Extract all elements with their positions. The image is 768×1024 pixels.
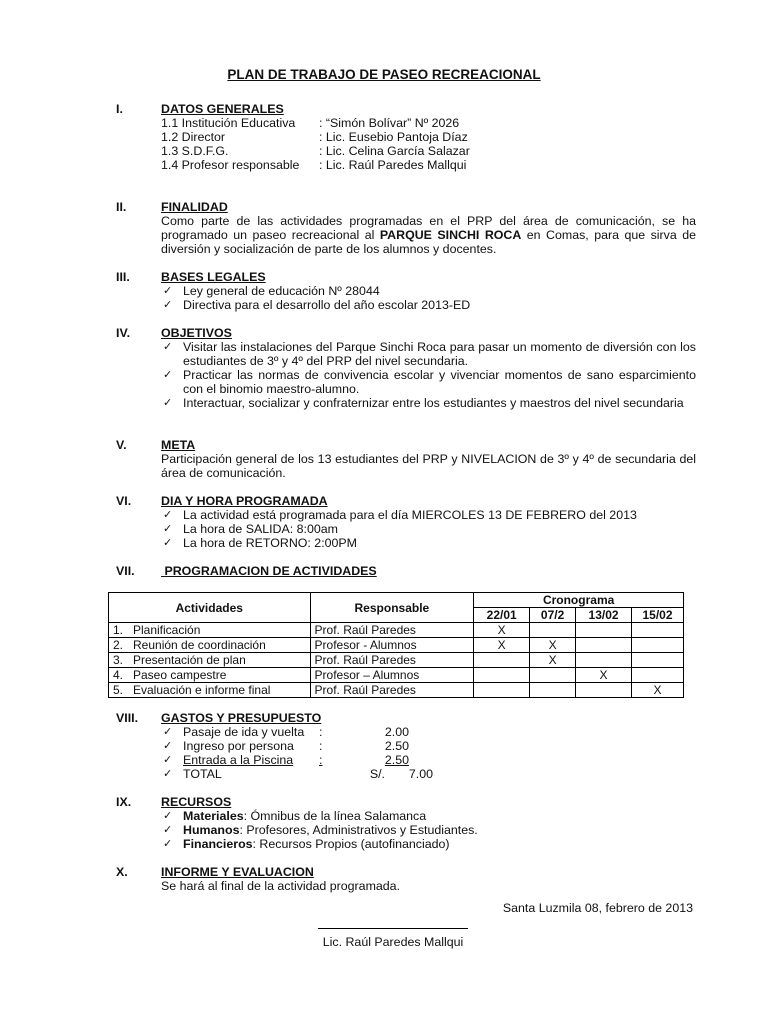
signature-line bbox=[318, 928, 468, 929]
section-heading: FINALIDAD bbox=[161, 200, 228, 214]
list-item: ✓ TOTAL S/. 7.00 bbox=[163, 767, 433, 781]
mark-cell bbox=[632, 638, 684, 653]
section-number: VIII. bbox=[116, 711, 139, 725]
list-item: ✓ Ingreso por persona : 2.50 bbox=[163, 739, 409, 753]
responsible-cell: Profesor – Alumnos bbox=[310, 668, 474, 683]
info-row: 1.1 Institución Educativa : “Simón Bolívar” Nº 2026 bbox=[161, 116, 460, 130]
activity-cell: 1. Planificación bbox=[109, 623, 311, 638]
mark-cell bbox=[474, 683, 530, 698]
list-item: ✓ La hora de SALIDA: 8:00am bbox=[163, 522, 338, 536]
check-icon: ✓ bbox=[163, 824, 173, 836]
table-header-date: 07/2 bbox=[530, 608, 576, 623]
section-informe bbox=[116, 865, 696, 893]
info-row: 1.2 Director : Lic. Eusebio Pantoja Díaz bbox=[161, 130, 468, 144]
mark-cell bbox=[632, 653, 684, 668]
responsible-cell: Prof. Raúl Paredes bbox=[310, 653, 474, 668]
mark-cell bbox=[530, 683, 576, 698]
activity-cell: 4. Paseo campestre bbox=[109, 668, 311, 683]
check-icon: ✓ bbox=[163, 838, 173, 850]
section-number: III. bbox=[116, 270, 130, 284]
activity-cell: 5. Evaluación e informe final bbox=[109, 683, 311, 698]
section-datos-generales bbox=[116, 102, 696, 172]
list-item: ✓ Interactuar, socializar y confraternizar entre los estudiantes y maestros del nivel secundaria bbox=[163, 396, 684, 410]
section-finalidad bbox=[116, 200, 696, 256]
section-dia-hora bbox=[116, 494, 696, 550]
list-item: ✓ Humanos: Profesores, Administrativos y Estudiantes. bbox=[163, 823, 478, 837]
info-row: 1.4 Profesor responsable : Lic. Raúl Paredes Mallqui bbox=[161, 158, 467, 172]
mark-cell bbox=[474, 668, 530, 683]
document-title: PLAN DE TRABAJO DE PASEO RECREACIONAL bbox=[227, 67, 541, 82]
table-header-actividades: Actividades bbox=[109, 593, 311, 623]
check-icon: ✓ bbox=[163, 509, 173, 521]
check-icon: ✓ bbox=[163, 299, 173, 311]
section-number: I. bbox=[116, 102, 123, 116]
responsible-cell: Profesor - Alumnos bbox=[310, 638, 474, 653]
place-date: Santa Luzmila 08, febrero de 2013 bbox=[502, 901, 693, 915]
activity-cell: 2. Reunión de coordinación bbox=[109, 638, 311, 653]
check-icon: ✓ bbox=[163, 341, 173, 353]
table-row bbox=[109, 653, 684, 668]
list-item: ✓ Ley general de educación Nº 28044 bbox=[163, 284, 380, 298]
list-item: ✓ La hora de RETORNO: 2:00PM bbox=[163, 536, 358, 550]
list-item: ✓ Entrada a la Piscina : 2.50 bbox=[163, 753, 409, 767]
mark-cell bbox=[474, 653, 530, 668]
section-paragraph: Como parte de las actividades programadas en el PRP del área de comunicación, se ha programado un paseo recreacional al PARQUE SINCHI ROCA en Comas, para que sirva de diversión y socialización de parte de los alumnos y docentes. bbox=[161, 214, 697, 256]
check-icon: ✓ bbox=[163, 768, 173, 780]
section-number: II. bbox=[116, 200, 127, 214]
section-number: IV. bbox=[116, 326, 131, 340]
section-heading: OBJETIVOS bbox=[161, 326, 232, 340]
section-recursos bbox=[116, 795, 696, 851]
mark-cell: X bbox=[474, 638, 530, 653]
section-heading: DATOS GENERALES bbox=[161, 102, 284, 116]
check-icon: ✓ bbox=[163, 726, 173, 738]
section-number: IX. bbox=[116, 795, 132, 809]
table-row bbox=[109, 668, 684, 683]
section-heading: DIA Y HORA PROGRAMADA bbox=[161, 494, 328, 508]
mark-cell bbox=[576, 638, 632, 653]
responsible-cell: Prof. Raúl Paredes bbox=[310, 623, 474, 638]
mark-cell: X bbox=[530, 653, 576, 668]
table-header-date: 22/01 bbox=[474, 608, 530, 623]
activities-table bbox=[108, 592, 684, 698]
list-item: ✓ Pasaje de ida y vuelta : 2.00 bbox=[163, 725, 409, 739]
check-icon: ✓ bbox=[163, 369, 173, 381]
table-row bbox=[109, 638, 684, 653]
list-item: ✓ Practicar las normas de convivencia escolar y vivenciar momentos de sano esparcimiento con el binomio maestro-alumno. bbox=[163, 368, 696, 396]
mark-cell: X bbox=[632, 683, 684, 698]
section-meta bbox=[116, 438, 696, 480]
table-row bbox=[109, 623, 684, 638]
mark-cell bbox=[530, 623, 576, 638]
signature-name: Lic. Raúl Paredes Mallqui bbox=[322, 935, 464, 949]
info-row: 1.3 S.D.F.G. : Lic. Celina García Salazar bbox=[161, 144, 470, 158]
list-item: ✓ Visitar las instalaciones del Parque Sinchi Roca para pasar un momento de diversión con los estudiantes de 3º y 4º del PRP del nivel secundaria. bbox=[163, 340, 696, 368]
table-header-responsable: Responsable bbox=[310, 593, 474, 623]
list-item: ✓ Materiales: Ómnibus de la línea Salamanca bbox=[163, 809, 427, 823]
list-item: ✓ Directiva para el desarrollo del año escolar 2013-ED bbox=[163, 298, 471, 312]
mark-cell: X bbox=[530, 638, 576, 653]
mark-cell bbox=[632, 668, 684, 683]
section-gastos bbox=[116, 711, 696, 781]
section-heading: PROGRAMACION DE ACTIVIDADES bbox=[161, 564, 377, 578]
check-icon: ✓ bbox=[163, 754, 173, 766]
mark-cell bbox=[632, 623, 684, 638]
mark-cell: X bbox=[576, 668, 632, 683]
section-number: V. bbox=[116, 438, 127, 452]
check-icon: ✓ bbox=[163, 740, 173, 752]
mark-cell: X bbox=[474, 623, 530, 638]
table-header-cronograma: Cronograma bbox=[474, 593, 684, 608]
section-paragraph: Se hará al final de la actividad programada. bbox=[161, 879, 401, 893]
responsible-cell: Prof. Raúl Paredes bbox=[310, 683, 474, 698]
check-icon: ✓ bbox=[163, 810, 173, 822]
section-number: VI. bbox=[116, 494, 132, 508]
check-icon: ✓ bbox=[163, 397, 173, 409]
check-icon: ✓ bbox=[163, 537, 173, 549]
mark-cell bbox=[576, 683, 632, 698]
section-heading: GASTOS Y PRESUPUESTO bbox=[161, 711, 322, 725]
check-icon: ✓ bbox=[163, 285, 173, 297]
table-header-date: 13/02 bbox=[576, 608, 632, 623]
table-row bbox=[109, 683, 684, 698]
check-icon: ✓ bbox=[163, 523, 173, 535]
section-programacion bbox=[116, 564, 696, 578]
list-item: ✓ Financieros: Recursos Propios (autofinanciado) bbox=[163, 837, 450, 851]
section-paragraph: Participación general de los 13 estudiantes del PRP y NIVELACION de 3º y 4º de secundaria del área de comunicación. bbox=[161, 452, 696, 480]
activity-cell: 3. Presentación de plan bbox=[109, 653, 311, 668]
section-heading: BASES LEGALES bbox=[161, 270, 266, 284]
mark-cell bbox=[576, 653, 632, 668]
list-item: ✓ La actividad está programada para el día MIERCOLES 13 DE FEBRERO del 2013 bbox=[163, 508, 637, 522]
section-heading: RECURSOS bbox=[161, 795, 232, 809]
mark-cell bbox=[576, 623, 632, 638]
section-number: VII. bbox=[116, 564, 135, 578]
mark-cell bbox=[530, 668, 576, 683]
section-objetivos bbox=[116, 326, 696, 410]
section-number: X. bbox=[116, 865, 128, 879]
table-header-date: 15/02 bbox=[632, 608, 684, 623]
section-heading: META bbox=[161, 438, 196, 452]
section-bases-legales bbox=[116, 270, 696, 312]
section-heading: INFORME Y EVALUACION bbox=[161, 865, 314, 879]
